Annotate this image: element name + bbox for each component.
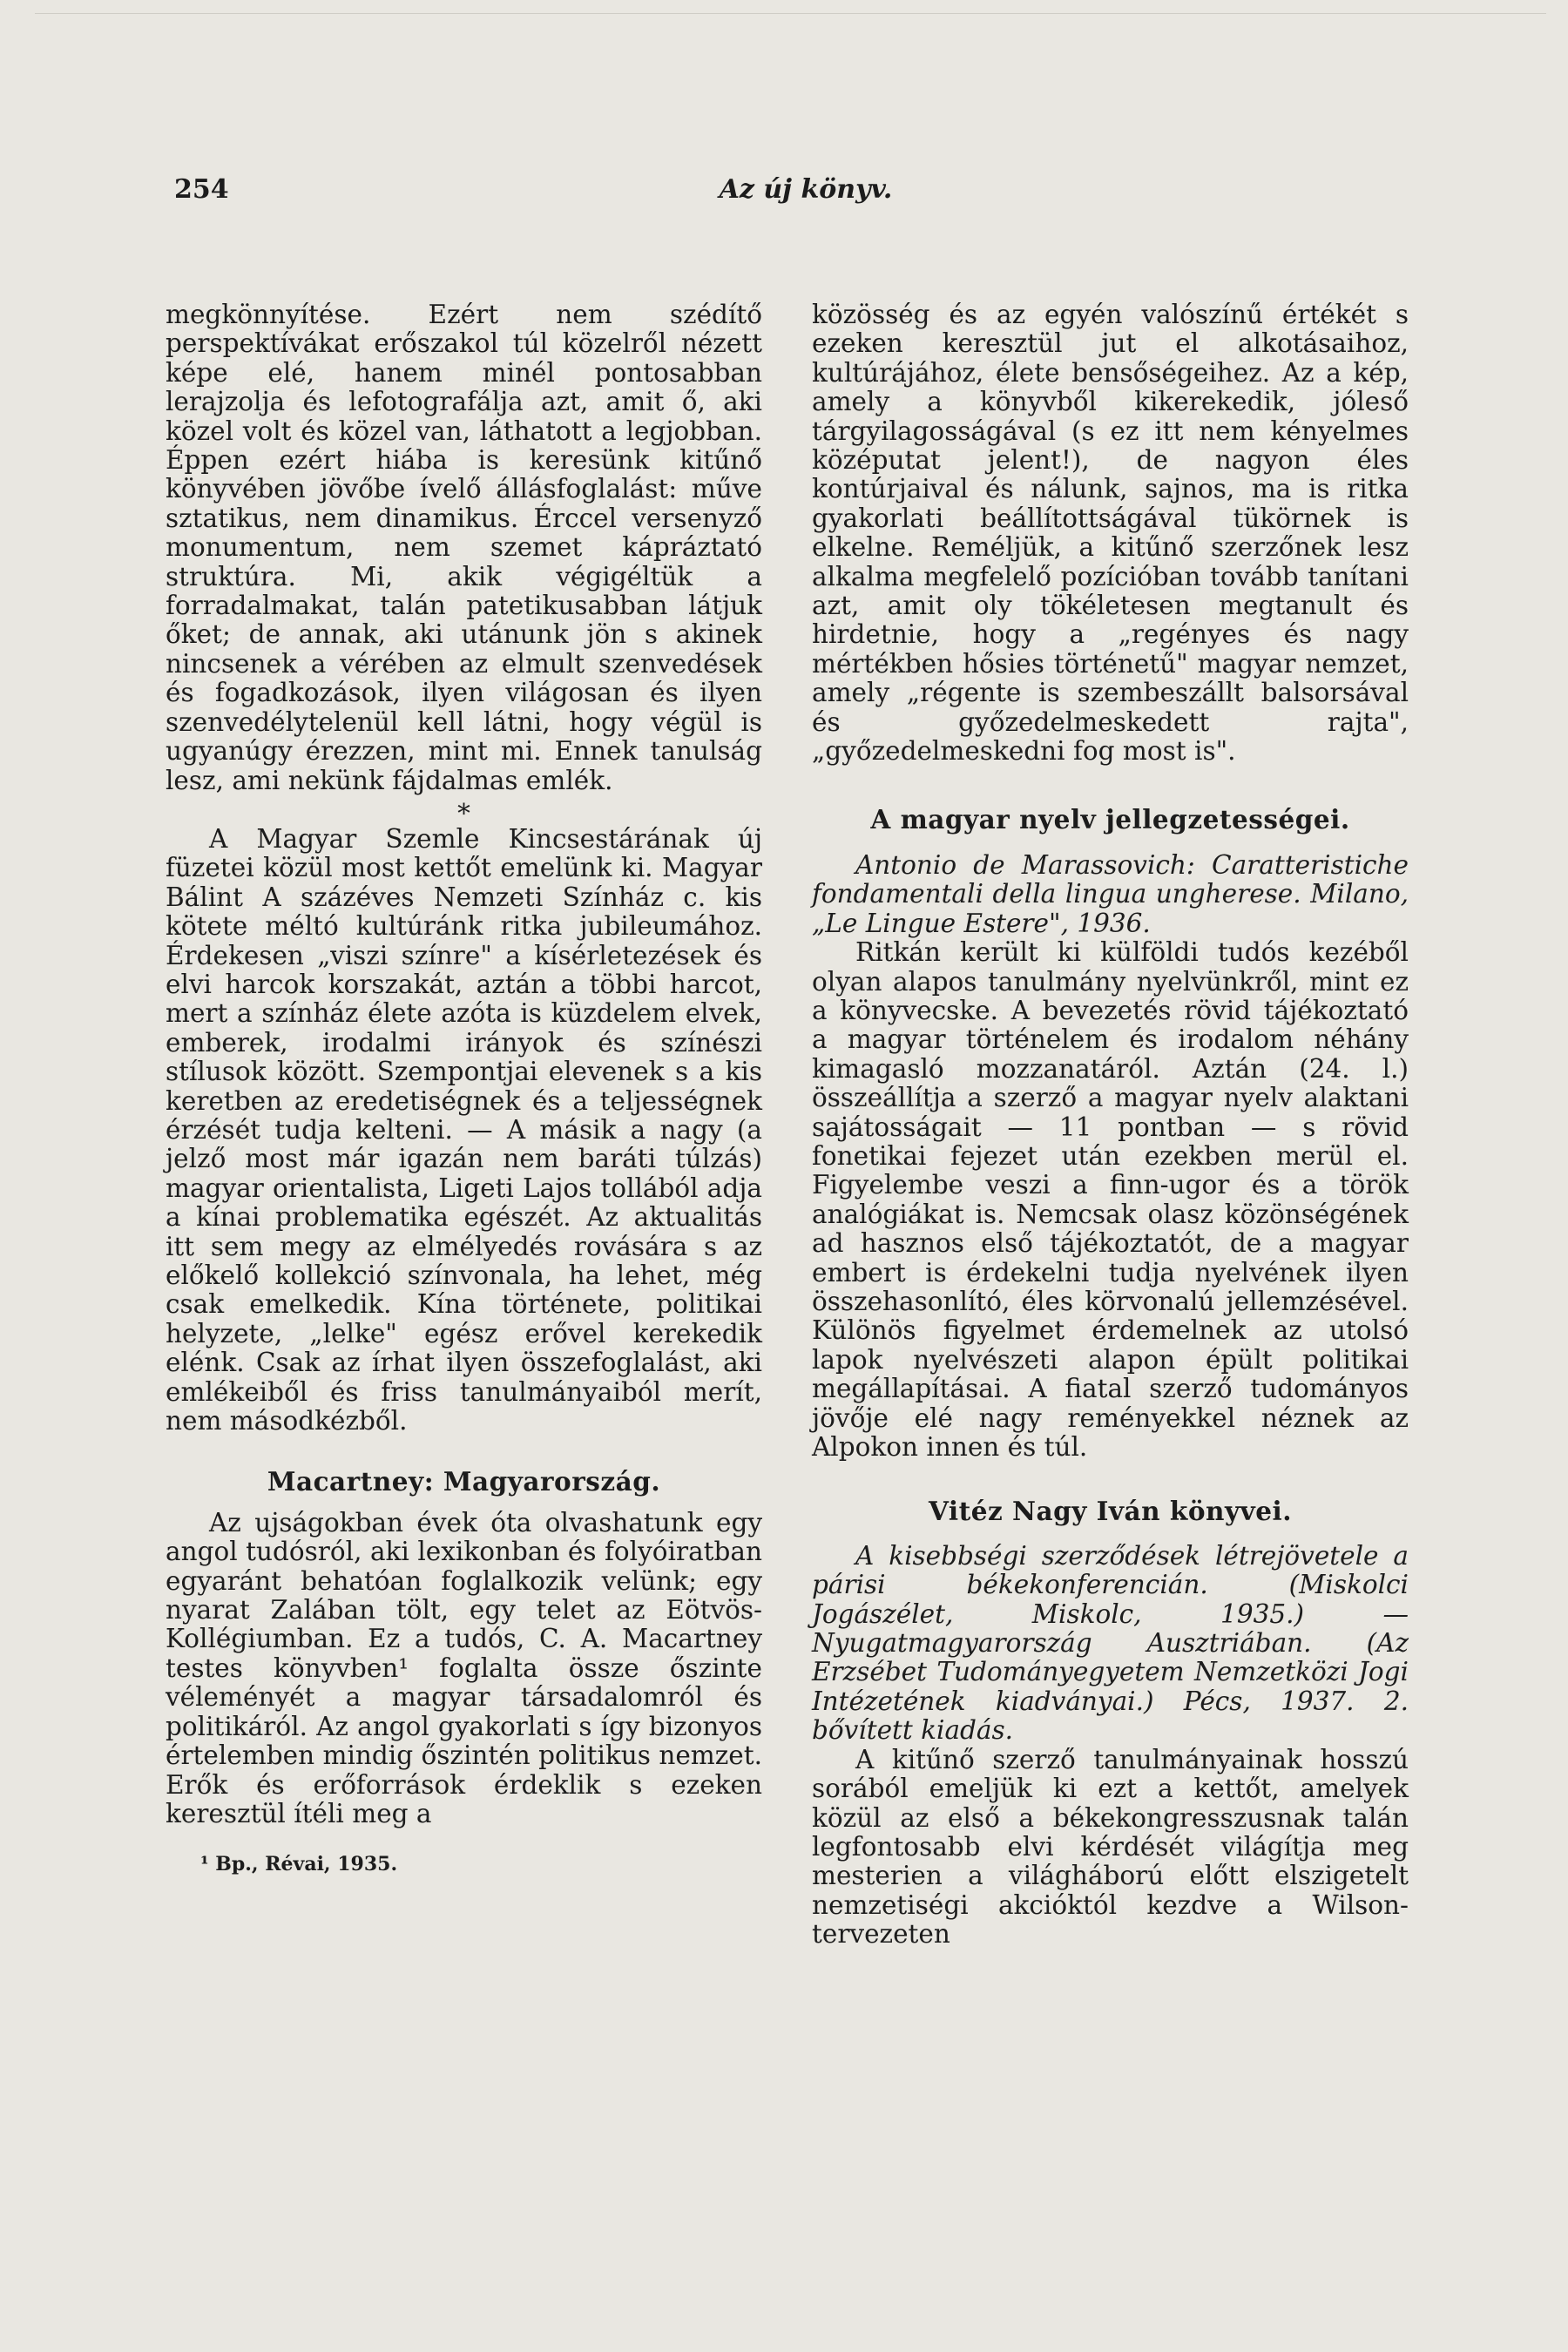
page-header [174,174,1437,218]
left-column [166,301,762,1877]
running-title: Az új könyv. [719,174,893,205]
paragraph: Az ujságokban évek óta olvashatunk egy angol tudósról, aki lexikonban és folyóiratban egyaránt behatóan foglalkozik velünk; egy nyarat Zalában tölt, egy telet az Eötvös-Kollégiumban. Ez a tudós, C. A. Macartney testes könyvben¹ foglalta össze őszinte véleményét a magyar társadalomról és politikáról. Az angol gyakorlati s így bizonyos értelemben mindig őszintén politikus nemzet. Erők és erőforrások érdeklik s ezeken keresztül ítéli meg a [166,1507,762,1828]
section-separator: * [457,798,470,828]
footnote: ¹ Bp., Révai, 1935. [200,1853,398,1876]
paragraph: A kitűnő szerző tanulmányainak hosszú sorából emeljük ki ezt a kettőt, amelyek közül az első a békekongresszusnak talán legfontosabb elvi kérdését világítja meg mesterien a világháború előtt elszigetelt nemzetiségi akcióktól kezdve a Wilson-tervezeten [812,1744,1409,1950]
section-heading-nagy-ivan: Vitéz Nagy Iván könyvei. [929,1496,1292,1527]
section-heading-magyar-nyelv: A magyar nyelv jellegzetességei. [870,803,1350,835]
citation: A kisebbségi szerződések létrejövetele a párisi békekonferencián. (Miskolci Jogászélet, Miskolc, 1935.) — Nyugatmagyarország Ausztriában. (Az Erzsébet Tudományegyetem Nemzetközi Jogi Intézetének kiadványai.) Pécs, 1937. 2. bővített kiadás. [812,1540,1409,1746]
page-number: 254 [174,174,229,205]
paragraph: A Magyar Szemle Kincsestárának új füzetei közül most kettőt emelünk ki. Magyar Bálint A százéves Nemzeti Színház c. kis kötete méltó kultúránk ritka jubileumához. Érdekesen „viszi színre" a kísérletezések és elvi harcok korszakát, aztán a többi harcot, mert a színház élete azóta is küzdelem elvek, emberek, irodalmi irányok és színészi stílusok között. Szempontjai elevenek s a kis keretben az eredetiségnek és a teljességnek érzését tudja kelteni. — A másik a nagy (a jelző most már igazán nem baráti túlzás) magyar orientalista, Ligeti Lajos tollából adja a kínai problematika egészét. Az aktualitás itt sem megy az elmélyedés rovására s az előkelő kollekció színvonala, ha lehet, még csak emelkedik. Kína története, politikai helyzete, „lelke" egész erővel kerekedik elénk. Csak az írhat ilyen összefoglalást, aki emlékeiből és friss tanulmányaiból merít, nem másodkézből. [166,823,762,1436]
paragraph: közösség és az egyén valószínű értékét s ezeken keresztül jut el alkotásaihoz, kultúrájához, élete bensőségeihez. Az a kép, amely a könyvből kikerekedik, jóleső tárgyilagosságával (s ez itt nem kényelmes középutat jelent!), de nagyon éles kontúrjaival és nálunk, sajnos, ma is ritka gyakorlati beállítottságával tükörnek is elkelne. Reméljük, a kitűnő szerzőnek lesz alkalma megfelelő pozícióban tovább tanítani azt, amit oly tökéletesen megtanult és hirdetnie, hogy a „regényes és nagy mértékben hősies történetű" magyar nemzet, amely „régente is szembeszállt balsorsával és győzedelmeskedett rajta", „győzedelmeskedni fog most is". [812,300,1409,767]
scan-edge-line [35,13,1546,14]
right-column [812,301,1409,1950]
section-heading-macartney: Macartney: Magyarország. [267,1466,661,1497]
paragraph: megkönnyítése. Ezért nem szédítő perspektívákat erőszakol túl közelről nézett képe elé, hanem minél pontosabban lerajzolja és lefotografálja azt, amit ő, aki közel volt és közel van, láthatott a legjobban. Éppen ezért hiába is keresünk kitűnő könyvében jövőbe ívelő állásfoglalást: műve sztatikus, nem dinamikus. Érccel versenyző monumentum, nem szemet kápráztató struktúra. Mi, akik végigéltük a forradalmakat, talán patetikusabban látjuk őket; de annak, aki utánunk jön s akinek nincsenek a vérében az elmult szenvedések és fogadkozások, ilyen világosan és ilyen szenvedélytelenül kell látni, hogy végül is ugyanúgy érezzen, mint mi. Ennek tanulság lesz, ami nekünk fájdalmas emlék. [166,300,762,795]
paragraph: Ritkán került ki külföldi tudós kezéből olyan alapos tanulmány nyelvünkről, mint ez a könyvecske. A bevezetés rövid tájékoztató a magyar történelem és irodalom néhány kimagasló mozzanatáról. Aztán (24. l.) összeállítja a szerző a magyar nyelv alaktani sajátosságait — 11 pontban — s rövid fonetikai fejezet után ezekben merül el. Figyelembe veszi a finn-ugor és a török analógiákat is. Nemcsak olasz közönségének ad hasznos első tájékoztatót, de a magyar embert is érdekelni tudja nyelvének ilyen összehasonlító, éles körvonalú jellemzésével. Különös figyelmet érdemelnek az utolsó lapok nyelvészeti alapon épült politikai megállapításai. A fiatal szerző tudományos jövője elé nagy reményekkel néznek az Alpokon innen és túl. [812,937,1409,1463]
citation: Antonio de Marassovich: Caratteristiche fondamentali della lingua ungherese. Milano, „Le Lingue Estere", 1936. [812,849,1409,938]
